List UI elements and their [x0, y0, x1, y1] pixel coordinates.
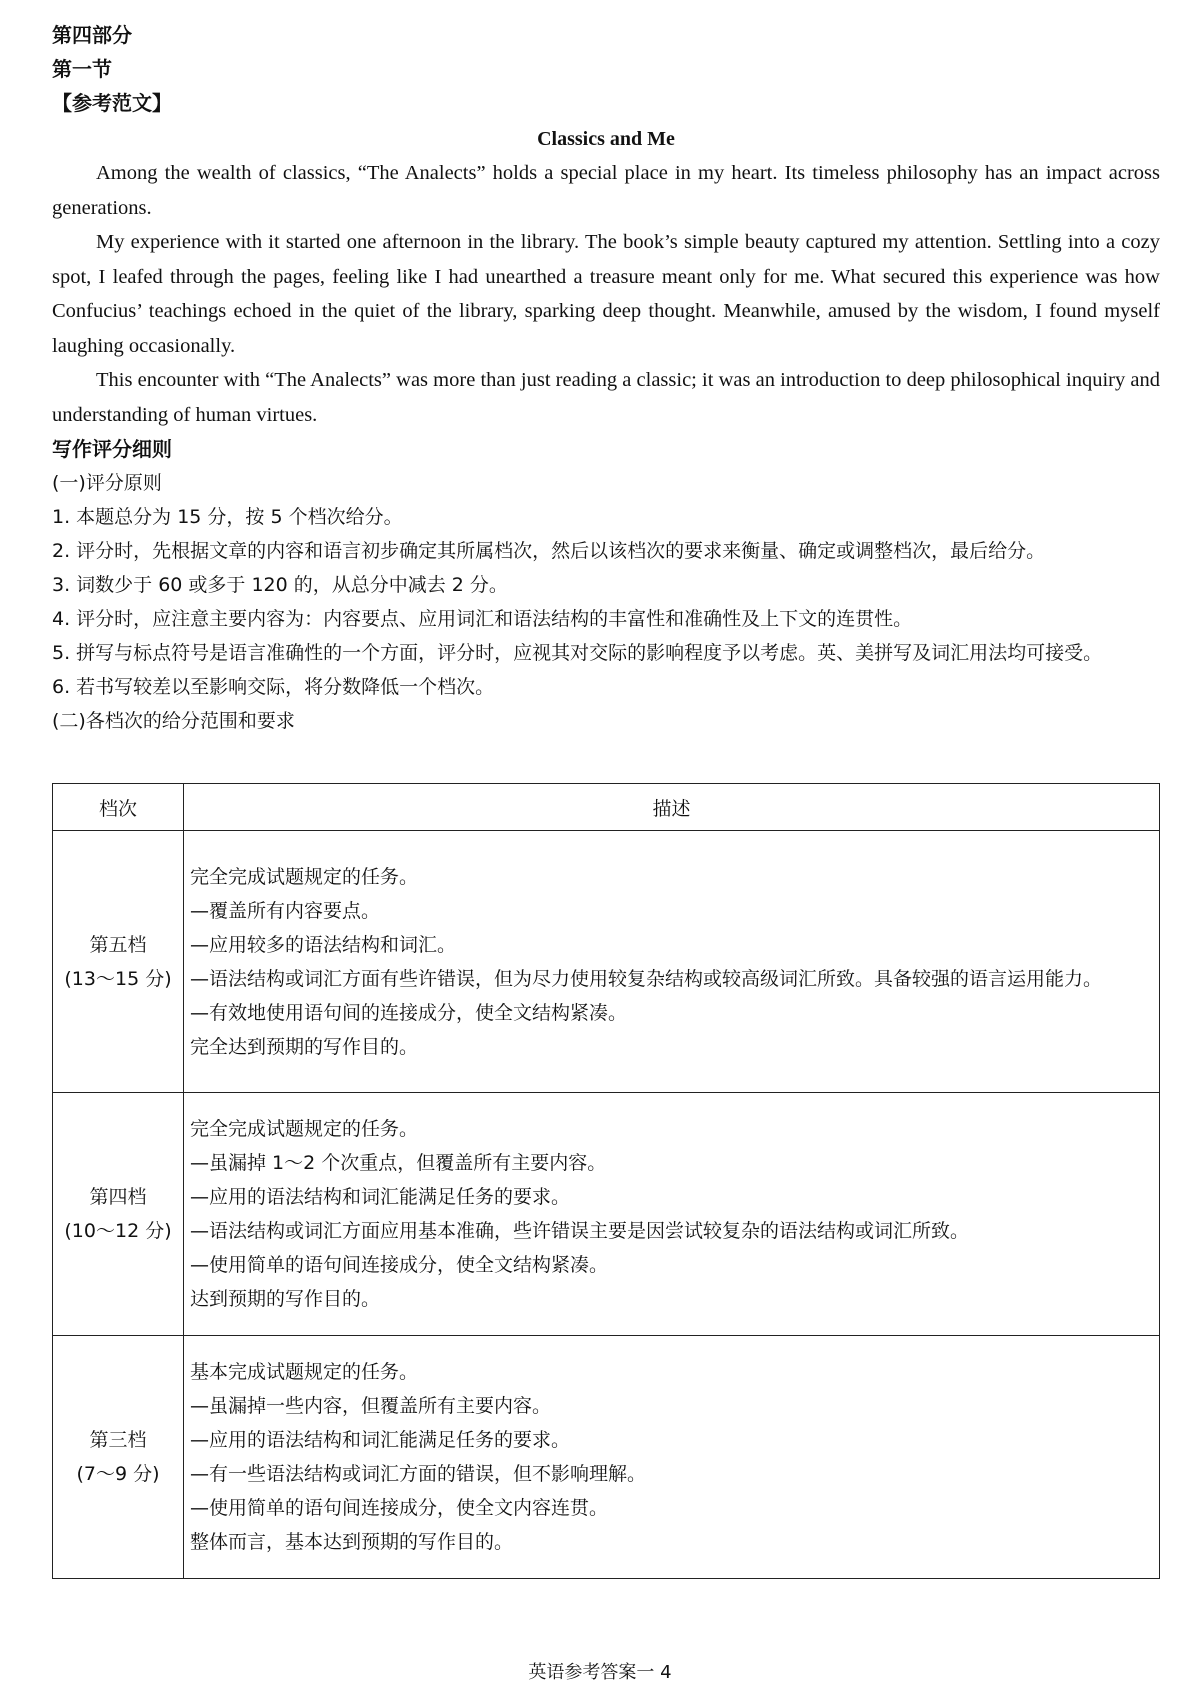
description-line: 达到预期的写作目的。	[190, 1288, 381, 1310]
page-content	[52, 18, 1160, 738]
description-line: —语法结构或词汇方面有些许错误，但为尽力使用较复杂结构或较高级词汇所致。具备较强的语言运用能力。	[190, 967, 1103, 990]
description-line: —应用的语法结构和词汇能满足任务的要求。	[190, 1429, 571, 1451]
description-line: —虽漏掉 1～2 个次重点，但覆盖所有主要内容。	[190, 1152, 607, 1174]
scoring-rule: 4. 评分时，应注意主要内容为：内容要点、应用词汇和语法结构的丰富性和准确性及上下文的连贯性。	[52, 608, 913, 630]
scoring-rule: 3. 词数少于 60 或多于 120 的，从总分中减去 2 分。	[52, 574, 508, 596]
level-range: (13～15 分)	[64, 967, 172, 990]
description-line: —应用的语法结构和词汇能满足任务的要求。	[190, 1186, 571, 1208]
description-line: 完全达到预期的写作目的。	[190, 1035, 419, 1058]
description-line: 整体而言，基本达到预期的写作目的。	[190, 1531, 514, 1553]
header-description: 描述	[184, 784, 1160, 831]
essay-title: Classics and Me	[537, 128, 675, 150]
description-line: —覆盖所有内容要点。	[190, 899, 381, 922]
description-line: —有一些语法结构或词汇方面的错误，但不影响理解。	[190, 1463, 647, 1485]
table-row	[53, 831, 1160, 1093]
description-line: —使用简单的语句间连接成分，使全文结构紧凑。	[190, 1254, 609, 1276]
description-line: 基本完成试题规定的任务。	[190, 1361, 419, 1383]
principles-title: (一)评分原则	[52, 472, 162, 494]
level-name: 第四档	[89, 1186, 147, 1208]
essay-paragraph: My experience with it started one afternoon in the library. The book’s simple beauty captured my attention. Settling into a cozy spot, I leafed through the pages, feeling like I had unearthed a treasure meant only for me. What secured this experience was how Confucius’ teachings echoed in the quiet of the library, sparking deep thought. Meanwhile, amused by the wisdom, I found myself laughing occasionally.	[52, 231, 1160, 357]
scoring-rule: 1. 本题总分为 15 分，按 5 个档次给分。	[52, 506, 403, 528]
table-row	[53, 1093, 1160, 1336]
description-line: 完全完成试题规定的任务。	[190, 865, 419, 888]
scoring-rule: 2. 评分时，先根据文章的内容和语言初步确定其所属档次，然后以该档次的要求来衡量、确定或调整档次，最后给分。	[52, 540, 1046, 562]
scoring-rule: 6. 若书写较差以至影响交际，将分数降低一个档次。	[52, 676, 495, 698]
level-cell	[53, 1336, 184, 1579]
description-line: —语法结构或词汇方面应用基本准确，些许错误主要是因尝试较复杂的语法结构或词汇所致。	[190, 1220, 970, 1242]
sample-label: 【参考范文】	[52, 91, 172, 115]
description-line: —使用简单的语句间连接成分，使全文内容连贯。	[190, 1497, 609, 1519]
levels-title: (二)各档次的给分范围和要求	[52, 710, 295, 732]
level-cell	[53, 1093, 184, 1336]
description-line: —虽漏掉一些内容，但覆盖所有主要内容。	[190, 1395, 552, 1417]
part-heading: 第四部分	[52, 23, 132, 47]
level-range: (10～12 分)	[64, 1220, 172, 1242]
essay-paragraph: This encounter with “The Analects” was more than just reading a classic; it was an introduction to deep philosophical inquiry and understanding of human virtues.	[52, 369, 1160, 426]
description-cell	[184, 1093, 1160, 1336]
essay-paragraph: Among the wealth of classics, “The Analects” holds a special place in my heart. Its timeless philosophy has an impact across generations.	[52, 162, 1160, 219]
description-line: —应用较多的语法结构和词汇。	[190, 933, 457, 956]
description-line: —有效地使用语句间的连接成分，使全文结构紧凑。	[190, 1001, 628, 1024]
grading-table	[52, 783, 1160, 1579]
header-level: 档次	[53, 784, 184, 831]
page-footer: 英语参考答案一 4	[528, 1662, 672, 1683]
table-header-row	[53, 784, 1160, 831]
description-cell	[184, 831, 1160, 1093]
table-row	[53, 1336, 1160, 1579]
scoring-rule: 5. 拼写与标点符号是语言准确性的一个方面，评分时，应视其对交际的影响程度予以考虑。英、美拼写及词汇用法均可接受。	[52, 642, 1103, 664]
level-range: (7～9 分)	[76, 1463, 160, 1485]
description-line: 完全完成试题规定的任务。	[190, 1118, 419, 1140]
level-name: 第五档	[89, 933, 147, 956]
level-name: 第三档	[89, 1429, 147, 1451]
description-cell	[184, 1336, 1160, 1579]
scoring-title: 写作评分细则	[52, 437, 172, 461]
section-heading: 第一节	[52, 57, 112, 81]
level-cell	[53, 831, 184, 1093]
